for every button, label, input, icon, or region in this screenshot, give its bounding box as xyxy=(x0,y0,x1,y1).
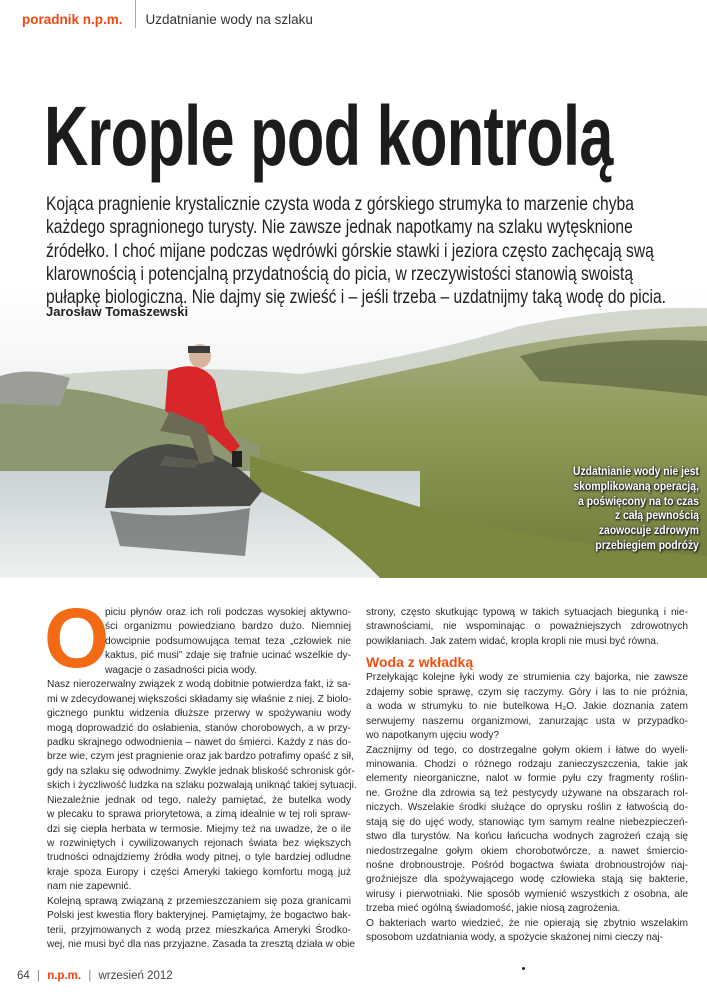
lead-line: źródełko. I choć mijane podczas wędrówki górskie stawki i jeziora często zachęcają swą xyxy=(46,239,654,262)
text-line: serwujemy naszemu organizmowi, zanurzając usta w przypadko- xyxy=(366,715,688,727)
text-line: stają się do ujęć wody, stanowiąc tym samym realne niebezpieczeń- xyxy=(366,816,688,828)
text-line: dowcipnie podsumowująca temat teza „człowiek nie xyxy=(105,635,351,647)
text-line: stwo dla turystów. Na końcu łańcucha wodnych zagrożeń czają się xyxy=(366,831,688,843)
text-line: mi w zdecydowanej większości składamy się właśnie z niej. Z biolo- xyxy=(47,693,352,705)
text-line: w plecaku to sprawa priorytetowa, a zimą idealnie w tej roli spraw- xyxy=(47,809,351,821)
author-byline: Jarosław Tomaszewski xyxy=(46,304,189,319)
text-line: wej, nie musi być dla nas przyjazne. Zasada ta zresztą działa w obie xyxy=(47,939,356,951)
text-line: niedostrzegalne gołym okiem chorobotwórcze, a nawet śmiercio- xyxy=(366,845,688,857)
text-line: kraje spoza Europy i części Ameryki takiego komfortu mogą już xyxy=(47,866,351,878)
text-line: mogą doprowadzić do osłabienia, stanów chorobowych, a w przy- xyxy=(47,722,351,734)
lead-line: Kojąca pragnienie krystalicznie czysta woda z górskiego strumyka to marzenie chyba xyxy=(46,193,634,215)
text-line: piciu płynów oraz ich roli podczas wysokiej aktywno- xyxy=(105,607,351,618)
text-line: skich i życzliwość ludzka na szlaku pozwalają uniknąć takiej sytuacji. xyxy=(47,780,357,792)
header-divider xyxy=(135,0,136,28)
lead-line: klarownością i potencjalną przydatnością do picia, w rzeczywistości stanowią swoistą xyxy=(46,262,633,285)
text-line: groźniejsze dla spożywającego wodę człowieka stają się bakterie, xyxy=(366,874,688,886)
text-line: terii, przyjmowanych z wodą przez mieszkańca Ameryki Środko- xyxy=(47,924,351,936)
text-line: trudności odnajdziemy źródła wody pitnej, o tyle bardziej odludne xyxy=(47,852,351,864)
subheading: Woda z wkładką xyxy=(366,654,474,671)
section-label: poradnik n.p.m. xyxy=(22,11,123,27)
page-footer xyxy=(17,970,173,982)
text-line: ne. Groźne dla zdrowia są też pestycydy używane na obszarach rol- xyxy=(366,787,688,799)
text-line: gdy na szlaku się odwodnimy. Zwykle jednak bliskość schronisk gór- xyxy=(47,765,355,777)
text-line: wagacje o zasadności picia wody. xyxy=(105,664,258,676)
text-line: minowania. Chodzi o różnego rodzaju zanieczyszczenia, takie jak xyxy=(366,758,688,770)
text-line: Zacznijmy od tego, co dostrzegalne gołym okiem i łatwe do wyeli- xyxy=(366,744,688,756)
caption-line: Uzdatnianie wody nie jest xyxy=(573,466,699,478)
text-line: Nasz nierozerwalny związek z wodą dobitnie potwierdza fakt, iż sa- xyxy=(47,679,351,691)
text-line: Przełykając kolejne łyki wody ze strumienia czy bajorka, nie zawsze xyxy=(366,672,688,684)
footer-separator: | xyxy=(37,970,40,982)
body-column-right xyxy=(366,606,688,946)
drop-cap: O xyxy=(44,591,110,685)
text-line: wo napotkanym ujęciu wody? xyxy=(366,730,500,742)
text-line: w rozwiniętych i cywilizowanych rejonach świata bez większych xyxy=(47,838,351,849)
text-line: zdajemy sobie sprawę, czym się raczymy. Góry i las to nie próżnia, xyxy=(366,686,688,698)
text-line: brze wie, czym jest pragnienie oraz jak bardzo potrafimy opaść z sił, xyxy=(47,751,354,763)
running-header xyxy=(22,8,313,30)
text-line: Kolejną sprawą związaną z przemieszczaniem się poza granicami xyxy=(47,895,351,907)
article-title: Krople pod kontrolą xyxy=(44,89,613,183)
issue-date: wrzesień 2012 xyxy=(98,970,173,982)
text-line: nam nie zapewnić. xyxy=(47,881,132,893)
text-line: trzeba mieć ogólną świadomość, jakie niosą zagrożenia. xyxy=(366,903,621,915)
photo-caption xyxy=(559,465,699,554)
text-line: sposobom uzdatniania wody, a spożycie skażonej nimi cieczy naj- xyxy=(366,932,664,944)
text-line: Polski jest kwestia flory bakteryjnej. Pamiętajmy, że bogactwo bak- xyxy=(47,910,351,922)
caption-line: skomplikowaną operacją, xyxy=(573,480,699,493)
caption-line: zaowocuje zdrowym xyxy=(598,525,699,538)
lead-line: pułapkę biologiczną. Nie dajmy się zwieść i – jeśli trzeba – uzdatnijmy taką wodę do picia. xyxy=(46,286,666,309)
text-line: elementy nieorganiczne, nalot w formie pyłu czy fragmenty roślin- xyxy=(366,773,688,785)
text-line: niczych. Wszelakie środki służące do oprysku roślin z łatwością do- xyxy=(366,802,688,814)
caption-line: a poświęcony na to czas xyxy=(578,495,699,508)
page-number: 64 xyxy=(17,970,30,982)
footer-separator: | xyxy=(88,970,92,982)
text-line: strony, często skutkując typową w takich sytuacjach biegunką i nie- xyxy=(366,607,688,618)
text-line: strawnościami, nie wspominając o poważniejszych zdrowotnych xyxy=(366,621,688,633)
caption-line: z całą pewnością xyxy=(615,510,699,523)
topic-label: Uzdatnianie wody na szlaku xyxy=(145,11,313,27)
text-line: gicznego punktu widzenia dłuższe przerwy w spożywaniu wody xyxy=(47,708,351,720)
text-line: dzi się ciepła herbata w termosie. Miejmy też na uwadze, że o ile xyxy=(47,823,351,835)
body-column-left xyxy=(47,606,357,953)
text-line: O bakteriach warto wiedzieć, że nie opierają się zbytnio wszelakim xyxy=(366,917,688,929)
text-line: kaktus, pić musi” zdaje się trafnie ucinać wszelkie dy- xyxy=(105,650,351,662)
lead-paragraph xyxy=(46,193,707,309)
text-line: a woda w strumyku to nie butelkowa H₂O. Jakie doznania zatem xyxy=(366,701,688,713)
text-line: nośne drobnoustroje. Pośród bogactwa świata drobnoustrojów naj- xyxy=(366,860,688,871)
lead-line: każdego spragnionego turysty. Nie zawsze jednak napotkamy na szlaku wytęsknione xyxy=(46,216,633,239)
text-line: padku skrajnego odwodnienia – nawet do śmierci. Każdy z nas do- xyxy=(47,736,351,748)
caption-line: przebiegiem podróży xyxy=(595,539,699,552)
text-line: ści organizmu powiedziano bardzo dużo. Niemniej xyxy=(105,621,351,633)
text-line: Niezależnie jednak od tego, należy pamiętać, że butelka wody xyxy=(47,794,351,806)
magazine-brand: n.p.m. xyxy=(47,970,82,982)
text-line: wirusy i pierwotniaki. Nie sposób wymienić wszystkich z osobna, ale xyxy=(366,888,688,900)
print-mark xyxy=(522,967,525,970)
text-line: powikłaniach. Jak zatem widać, kropla kropli nie musi być równa. xyxy=(366,635,659,647)
